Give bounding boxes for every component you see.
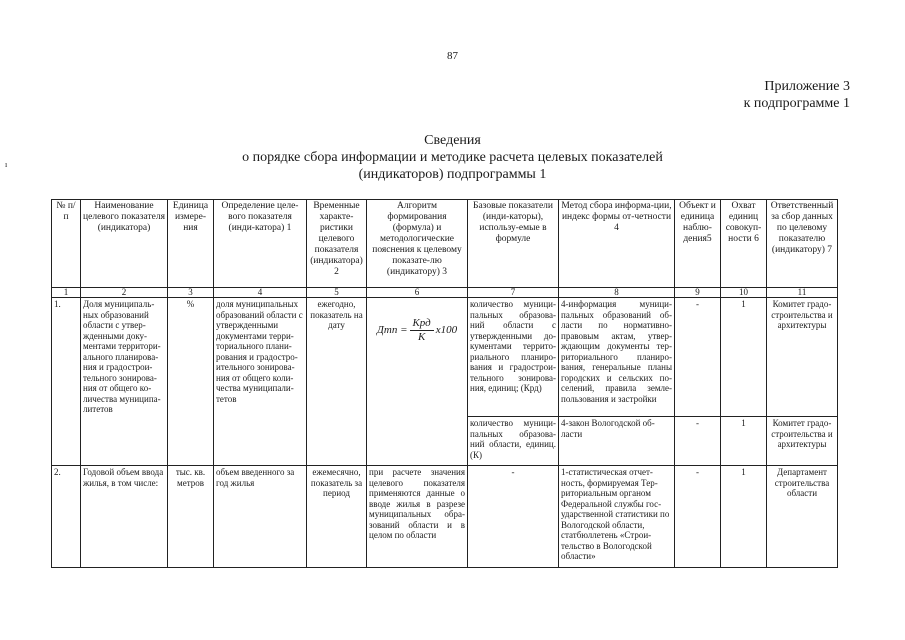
header-cell: Определение целе-вого показателя (инди-катора) 1 (214, 200, 307, 288)
time-characteristics-cell: ежемесячно, показатель за период (307, 466, 367, 568)
page-number: 87 (447, 50, 458, 62)
header-cell: Наименование целевого показателя (индикатора) (81, 200, 168, 288)
header-cell: Временные характе-ристики целевого показателя (индикатора) 2 (307, 200, 367, 288)
indicator-name: Годовой объем ввода жилья, в том числе: (81, 466, 168, 568)
column-number: 8 (559, 288, 675, 298)
table-row (52, 466, 838, 568)
appendix-line-1: Приложение 3 (764, 79, 850, 94)
base-indicator-cell: - (468, 466, 559, 568)
unit-cell: тыс. кв. метров (168, 466, 214, 568)
coverage-cell: 1 (721, 417, 767, 466)
column-number-row (52, 288, 838, 298)
header-cell: Метод сбора информа-ции, индекс формы от-четности 4 (559, 200, 675, 288)
column-number: 2 (81, 288, 168, 298)
column-number: 3 (168, 288, 214, 298)
algorithm-formula-cell (367, 298, 468, 466)
collection-method-cell: 4-закон Вологодской об-ласти (559, 417, 675, 466)
formula-rhs: x100 (435, 324, 458, 337)
table-row (52, 298, 838, 417)
column-number: 4 (214, 288, 307, 298)
formula-lhs: Дтп = (376, 324, 408, 337)
observation-object-cell: - (675, 466, 721, 568)
header-cell: Базовые показатели (инди-каторы), использу-емые в формуле (468, 200, 559, 288)
header-cell: Единица измере-ния (168, 200, 214, 288)
base-indicator-cell: количество муници-пальных образова-ний области, единиц. (К) (468, 417, 559, 466)
margin-mark: ı (5, 160, 8, 169)
column-number: 1 (52, 288, 81, 298)
responsible-cell: Департамент строительства области (767, 466, 838, 568)
base-indicator-cell: количество муници-пальных образова-ний области с утвержденными до-кументами террито-риального планиро-вания и градострои-тельного зонирова-ния, единиц; (Крд) (468, 298, 559, 417)
indicators-table (51, 199, 838, 568)
header-row (52, 200, 838, 288)
responsible-cell: Комитет градо-строительства и архитектуры (767, 417, 838, 466)
indicator-name: Доля муниципаль-ных образований области с утвер-жденными доку-ментами территори-ального планирова-ния и градострои-тельного зонирова-ния от общего ко-личества муниципа-литетов (81, 298, 168, 466)
title-line-1: Сведения (424, 133, 481, 148)
formula-fraction (410, 317, 434, 344)
column-number: 11 (767, 288, 838, 298)
observation-object-cell: - (675, 298, 721, 417)
header-cell: Охват единиц совокуп-ности 6 (721, 200, 767, 288)
title-line-2: о порядке сбора информации и методике расчета целевых показателей (242, 150, 663, 165)
header-cell: № п/п (52, 200, 81, 288)
definition-cell: доля муниципальных образований области с утвержденными документами терри-ториального плани-рования и градостро-ительного зонирова-ния от общего коли-чества муниципали-тетов (214, 298, 307, 466)
title-line-3: (индикаторов) подпрограммы 1 (358, 167, 547, 182)
column-number: 10 (721, 288, 767, 298)
row-number: 1. (52, 298, 81, 466)
formula-denominator: К (417, 331, 426, 343)
header-cell: Алгоритм формирования (формула) и методологические пояснения к целевому показате-лю (индикатору) 3 (367, 200, 468, 288)
appendix-line-2: к подпрограмме 1 (743, 96, 850, 111)
collection-method-cell: 4-информация муници-пальных образований об-ласти по нормативно-правовым актам, утвер-ждающим документы тер-риториального планиро-вания, генеральные планы городских и сельских по-селений, правила земле-пользования и застройки (559, 298, 675, 417)
row-number: 2. (52, 466, 81, 568)
formula-numerator: Крд (410, 317, 434, 331)
appendix-label (744, 78, 850, 112)
document-title (0, 132, 905, 183)
header-cell: Объект и единица наблю-дения5 (675, 200, 721, 288)
collection-method-cell: 1-статистическая отчет-ность, формируемая Тер-риториальным органом Федеральной службы гос-ударственной статистики по Вологодской области, статбюллетень «Строи-тельство в Вологодской области» (559, 466, 675, 568)
definition-cell: объем введенного за год жилья (214, 466, 307, 568)
coverage-cell: 1 (721, 298, 767, 417)
header-cell: Ответственный за сбор данных по целевому показателю (индикатору) 7 (767, 200, 838, 288)
column-number: 5 (307, 288, 367, 298)
column-number: 9 (675, 288, 721, 298)
column-number: 7 (468, 288, 559, 298)
time-characteristics-cell: ежегодно, показатель на дату (307, 298, 367, 466)
column-number: 6 (367, 288, 468, 298)
responsible-cell: Комитет градо-строительства и архитектуры (767, 298, 838, 417)
algorithm-cell: при расчете значения целевого показателя применяются данные о вводе жилья в разрезе муниципальных обра-зований области и в целом по области (367, 466, 468, 568)
observation-object-cell: - (675, 417, 721, 466)
coverage-cell: 1 (721, 466, 767, 568)
unit-cell: % (168, 298, 214, 466)
formula (369, 317, 465, 344)
